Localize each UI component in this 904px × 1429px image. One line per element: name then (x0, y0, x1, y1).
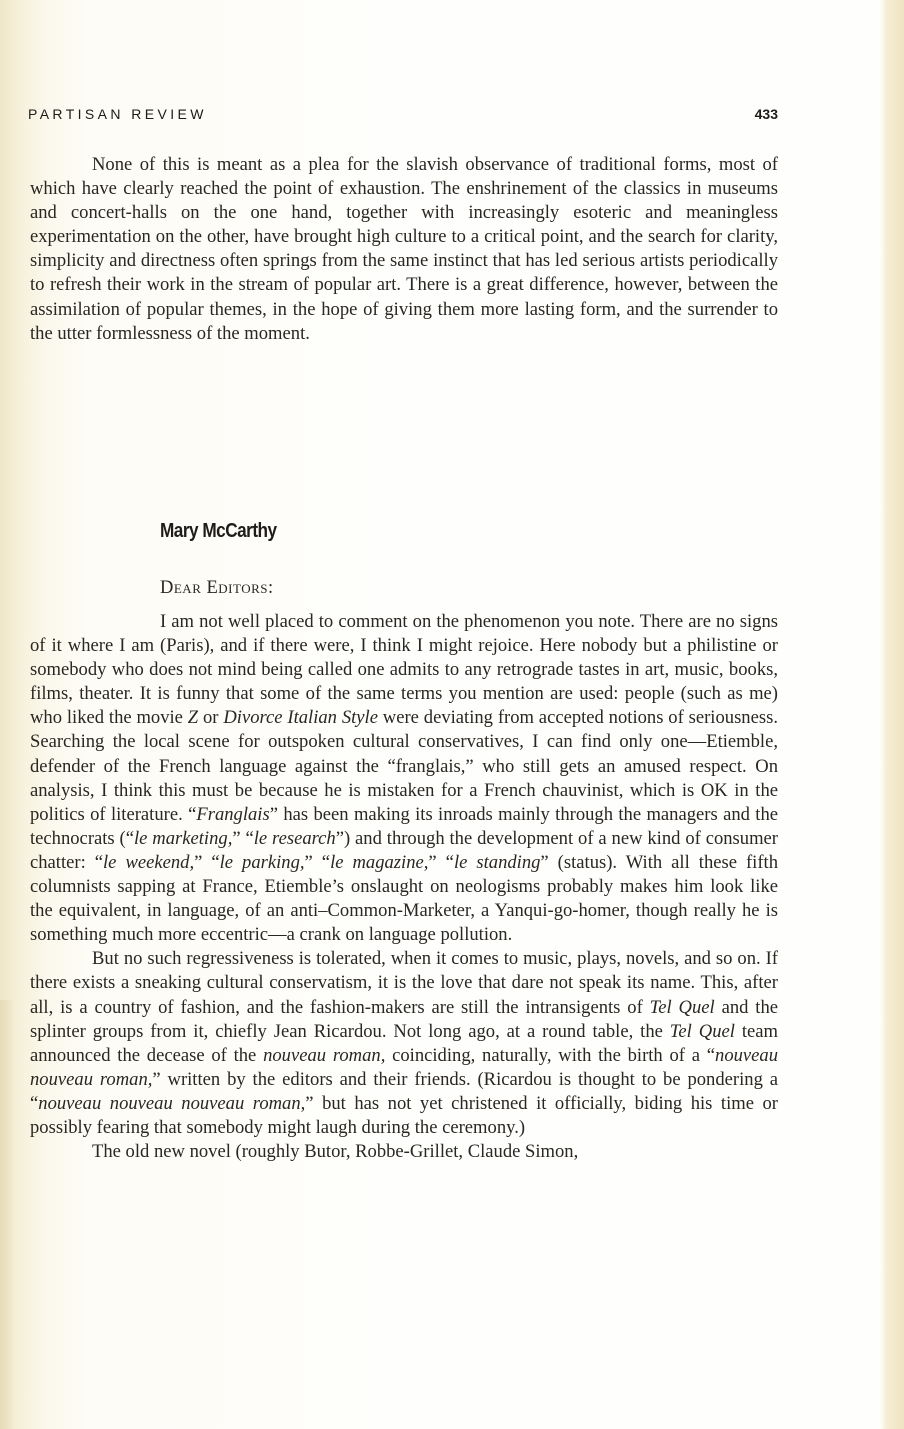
running-header (28, 102, 778, 126)
italic-text: le research (253, 827, 336, 849)
italic-text: nouveau nouveau roman, (30, 1044, 779, 1090)
text-run: ” written by the editors and their friends. (Ricardou is thought to be pondering a “ (30, 1068, 778, 1114)
text-run: ” “ (194, 851, 220, 873)
text-run: and the splinter groups from it, chiefly Jean Ricardou. Not long ago, at a round table, the (30, 996, 778, 1042)
preceding-text (30, 153, 778, 346)
italic-text: nouveau nouveau nouveau roman, (38, 1092, 306, 1114)
italic-text: Tel Quel (649, 996, 715, 1018)
letter-body (30, 610, 778, 1164)
italic-text: le weekend, (103, 851, 195, 873)
italic-text: le parking, (219, 851, 305, 873)
text-run: ” but has not yet christened it officially, biding his time or possibly fearing that somebody might laugh during the ceremony.) (30, 1092, 778, 1138)
italic-text: Tel Quel (669, 1020, 735, 1042)
italic-text: nouveau roman, (263, 1044, 386, 1066)
paragraph: None of this is meant as a plea for the slavish observance of traditional forms, most of which have clearly reached the point of exhaustion. The enshrinement of the classics in museums and concert-halls on the one hand, together with increasingly esoteric and meaningless experimentation on the other, have brought high culture to a critical point, and the search for clarity, simplicity and directness often springs from the same instinct that has led serious artists periodically to refresh their work in the stream of popular art. There is a great difference, however, between the assimilation of popular themes, in the hope of giving them more lasting form, and the surrender to the utter formlessness of the moment. (30, 154, 778, 344)
text-run: I am not well placed to comment on the phenomenon you note. There are no signs of it where I am (Paris), and if there were, I think I might rejoice. Here nobody but a philistine or somebody who does not mind being called one admits to any retrograde tastes in art, music, books, films, theater. It is funny that some of the same terms you mention are used: people (such as me) who liked the movie (30, 611, 778, 729)
salutation: Dear Editors: (160, 578, 274, 598)
author-heading: Mary McCarthy (160, 520, 277, 542)
italic-text: le standing (453, 851, 541, 873)
paragraph (30, 947, 778, 1140)
text-run: coinciding, naturally, with the birth of a “ (385, 1044, 716, 1066)
italic-text: Franglais (196, 803, 270, 825)
italic-text: le marketing, (134, 827, 233, 849)
text-run: ” “ (304, 851, 331, 873)
text-run: ” “ (428, 851, 454, 873)
text-run: were deviating from accepted notions of seriousness. Searching the local scene for outspoken cultural conservatives, I can find only one—Etiemble, defender of the French language against the “franglais,” who still gets an amused respect. On analysis, I think this must be because he is mistaken for a French chauvinist, which is OK in the politics of literature. “ (30, 707, 778, 825)
text-run: ” “ (232, 827, 254, 849)
text-run: But no such regressiveness is tolerated, when it comes to music, plays, novels, and so on. If there exists a sneaking cultural conservatism, it is the love that dare not speak its name. This, after all, is a country of fashion, and the fashion-makers are still the intransigents of (30, 948, 778, 1018)
italic-text: Z (187, 707, 199, 729)
text-run: or (198, 707, 224, 729)
page-number: 433 (754, 106, 778, 122)
italic-text: Divorce Italian Style (223, 707, 378, 729)
italic-text: le magazine, (330, 851, 429, 873)
text-run: ”) and through the development of a new kind of consumer chatter: “ (30, 827, 778, 873)
text-run: The old new novel (roughly Butor, Robbe-Grillet, Claude Simon, (92, 1141, 579, 1163)
journal-title: PARTISAN REVIEW (28, 106, 207, 122)
paragraph (30, 1140, 778, 1164)
text-run: team announced the decease of the (30, 1020, 778, 1066)
book-spine-shadow (0, 1000, 14, 1429)
paragraph (30, 610, 778, 947)
text-run: ” has been making its inroads mainly through the managers and the technocrats (“ (30, 803, 779, 849)
text-run: ” (status). With all these fifth columnists sapping at France, Etiemble’s onslaught on neologisms probably makes him look like the equivalent, in language, of an anti–Common-Marketer, a Yanqui-go-homer, though really he is something much more eccentric—a crank on language pollution. (30, 851, 778, 946)
